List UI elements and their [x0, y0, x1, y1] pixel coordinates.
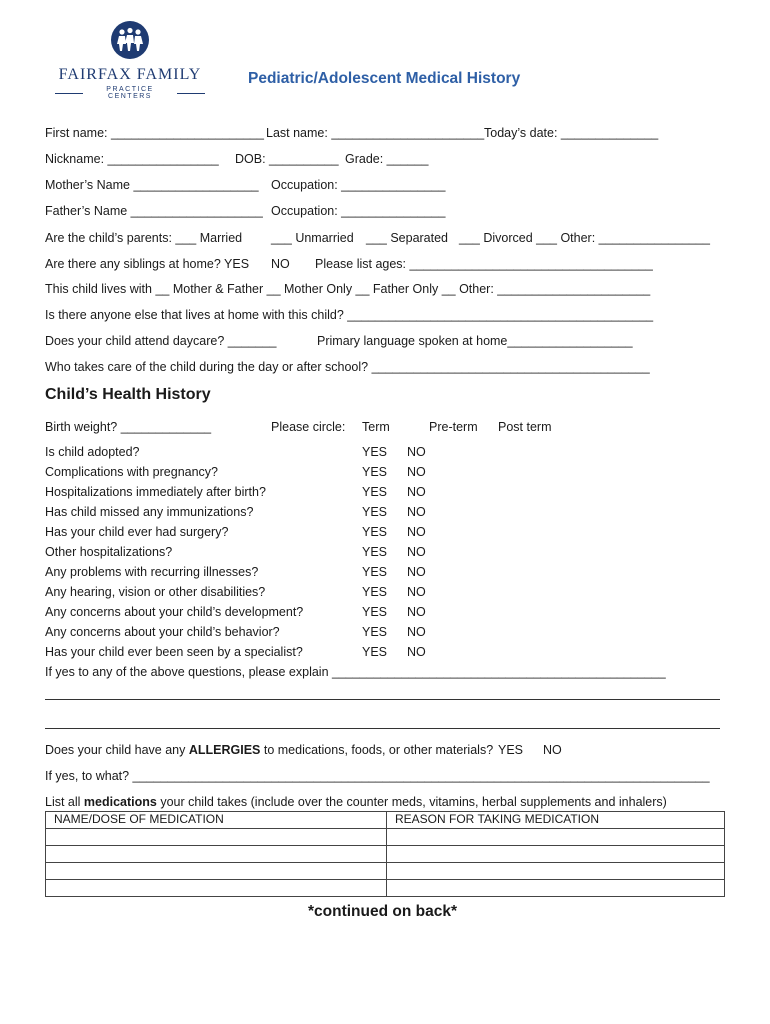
birth-weight-field[interactable]: Birth weight? _____________ [45, 420, 212, 434]
parents-married-option[interactable]: Are the child’s parents: ___ Married [45, 231, 243, 245]
family-emblem-icon [110, 20, 150, 60]
continued-on-back-note: *continued on back* [308, 903, 457, 920]
allergies-detail-field[interactable]: If yes, to what? ___________________________________________________________________________________ [45, 769, 710, 783]
answer-no[interactable]: NO [407, 485, 426, 499]
siblings-no-option[interactable]: NO [271, 257, 290, 271]
allergies-question [45, 743, 493, 757]
answer-yes[interactable]: YES [362, 605, 388, 619]
sibling-ages-field[interactable]: Please list ages: ___________________________________ [315, 257, 653, 271]
meds-text-pre: List all [45, 795, 84, 809]
answer-no[interactable]: NO [407, 545, 426, 559]
grade-field[interactable]: Grade: ______ [345, 152, 429, 166]
medication-reason-cell[interactable] [387, 863, 725, 880]
medications-table [45, 811, 725, 897]
medication-reason-cell[interactable] [387, 846, 725, 863]
please-circle-label: Please circle: [271, 420, 346, 434]
question-label: Any concerns about your child’s development? [45, 605, 304, 619]
meds-text-bold: medications [83, 795, 157, 809]
last-name-field[interactable]: Last name: ______________________ [266, 126, 485, 140]
answer-no[interactable]: NO [407, 605, 426, 619]
allergies-text-pre: Does your child have any [45, 743, 189, 757]
answer-no[interactable]: NO [407, 625, 426, 639]
question-label: Hospitalizations immediately after birth? [45, 485, 266, 499]
answer-yes[interactable]: YES [362, 625, 388, 639]
primary-language-field[interactable]: Primary language spoken at home__________________ [317, 334, 633, 348]
meds-text-post: your child takes (include over the counter meds, vitamins, herbal supplements and inhalers) [156, 795, 667, 809]
medication-name-cell[interactable] [46, 880, 387, 897]
todays-date-field[interactable]: Today’s date: ______________ [484, 126, 659, 140]
term-option[interactable]: Term [362, 420, 390, 434]
allergies-no-option[interactable]: NO [543, 743, 562, 757]
question-label: Other hospitalizations? [45, 545, 173, 559]
answer-no[interactable]: NO [407, 505, 426, 519]
practice-logo [55, 20, 205, 100]
answer-yes[interactable]: YES [362, 525, 388, 539]
document-title: Pediatric/Adolescent Medical History [248, 70, 521, 87]
medication-name-cell[interactable] [46, 846, 387, 863]
answer-yes[interactable]: YES [362, 585, 388, 599]
nickname-field[interactable]: Nickname: ________________ [45, 152, 219, 166]
child-lives-with-field[interactable]: This child lives with __ Mother & Father __ Mother Only __ Father Only __ Other: ______________________ [45, 282, 651, 296]
medication-name-header: NAME/DOSE OF MEDICATION [46, 812, 387, 829]
answer-no[interactable]: NO [407, 525, 426, 539]
father-occupation-field[interactable]: Occupation: _______________ [271, 204, 446, 218]
dob-field[interactable]: DOB: __________ [235, 152, 339, 166]
answer-yes[interactable]: YES [362, 565, 388, 579]
answer-yes[interactable]: YES [362, 465, 388, 479]
table-row [46, 880, 725, 897]
answer-yes[interactable]: YES [362, 645, 388, 659]
mother-name-field[interactable]: Mother’s Name __________________ [45, 178, 259, 192]
medication-reason-cell[interactable] [387, 829, 725, 846]
mother-occupation-field[interactable]: Occupation: _______________ [271, 178, 446, 192]
question-label: Is child adopted? [45, 445, 140, 459]
brand-name: FAIRFAX FAMILY [58, 66, 202, 83]
question-label: Has child missed any immunizations? [45, 505, 254, 519]
answer-no[interactable]: NO [407, 465, 426, 479]
medication-name-cell[interactable] [46, 829, 387, 846]
answer-no[interactable]: NO [407, 645, 426, 659]
question-label: Any problems with recurring illnesses? [45, 565, 259, 579]
parents-unmarried-option[interactable]: ___ Unmarried [271, 231, 354, 245]
first-name-field[interactable]: First name: ______________________ [45, 126, 264, 140]
father-name-field[interactable]: Father’s Name ___________________ [45, 204, 263, 218]
question-label: Any concerns about your child’s behavior? [45, 625, 280, 639]
table-row [46, 863, 725, 880]
answer-yes[interactable]: YES [362, 545, 388, 559]
question-label: Has your child ever been seen by a specialist? [45, 645, 303, 659]
explain-field[interactable]: If yes to any of the above questions, please explain ________________________________________________ [45, 665, 666, 679]
siblings-yes-option[interactable]: Are there any siblings at home? YES [45, 257, 250, 271]
medications-instructions [45, 795, 667, 809]
health-history-heading: Child’s Health History [45, 386, 211, 403]
medication-name-cell[interactable] [46, 863, 387, 880]
answer-no[interactable]: NO [407, 445, 426, 459]
parents-separated-option[interactable]: ___ Separated [366, 231, 449, 245]
table-header-row [46, 812, 725, 829]
daycare-field[interactable]: Does your child attend daycare? _______ [45, 334, 277, 348]
answer-yes[interactable]: YES [362, 505, 388, 519]
caretaker-field[interactable]: Who takes care of the child during the day or after school? ________________________________________ [45, 360, 650, 374]
allergies-text-post: to medications, foods, or other materials? [260, 743, 494, 757]
answer-yes[interactable]: YES [362, 485, 388, 499]
question-label: Has your child ever had surgery? [45, 525, 229, 539]
allergies-text-bold: ALLERGIES [188, 743, 261, 757]
brand-subtitle [55, 86, 205, 100]
others-at-home-field[interactable]: Is there anyone else that lives at home with this child? ____________________________________________ [45, 308, 654, 322]
explain-line-1[interactable] [45, 699, 720, 700]
allergies-yes-option[interactable]: YES [498, 743, 524, 757]
table-row [46, 829, 725, 846]
parents-divorced-other-option[interactable]: ___ Divorced ___ Other: ________________ [459, 231, 710, 245]
answer-no[interactable]: NO [407, 565, 426, 579]
question-label: Complications with pregnancy? [45, 465, 219, 479]
postterm-option[interactable]: Post term [498, 420, 552, 434]
medication-reason-cell[interactable] [387, 880, 725, 897]
explain-line-2[interactable] [45, 728, 720, 729]
brand-subtitle-text: PRACTICE CENTERS [106, 86, 154, 100]
answer-yes[interactable]: YES [362, 445, 388, 459]
answer-no[interactable]: NO [407, 585, 426, 599]
question-label: Any hearing, vision or other disabilities? [45, 585, 266, 599]
medication-reason-header: REASON FOR TAKING MEDICATION [387, 812, 725, 829]
table-row [46, 846, 725, 863]
preterm-option[interactable]: Pre-term [429, 420, 478, 434]
